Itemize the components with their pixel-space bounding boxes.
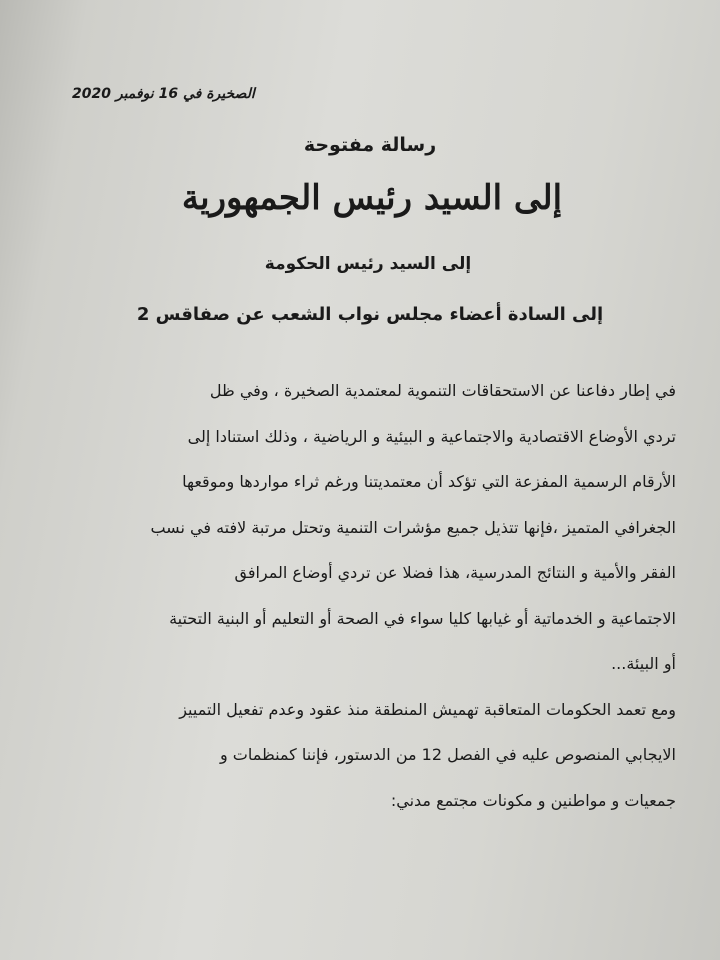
main-title: إلى السيد رئيس الجمهورية (181, 178, 563, 218)
body-line: الاجتماعية و الخدماتية أو غيابها كليا سواء في الصحة أو التعليم أو البنية التحتية (169, 608, 676, 628)
body-line: الجغرافي المتميز ،فإنها تتذيل جميع مؤشرات التنمية وتحتل مرتبة لافته في نسب (150, 517, 676, 537)
body-line: ومع تعمد الحكومات المتعاقبة تهميش المنطقة منذ عقود وعدم تفعيل التمييز (179, 699, 676, 719)
body-line: الايجابي المنصوص عليه في الفصل 12 من الدستور، فإننا كمنظمات و (219, 745, 676, 764)
recipient-government-head: إلى السيد رئيس الحكومة (264, 254, 472, 274)
body-line: الفقر والأمية و النتائج المدرسية، هذا فضلا عن تردي أوضاع المرافق (234, 563, 676, 582)
body-line: أو البيئة... (611, 654, 676, 673)
open-letter-label: رسالة مفتوحة (303, 134, 437, 156)
body-line: جمعيات و مواطنين و مكونات مجتمع مدني: (390, 790, 676, 810)
body-line: تردي الأوضاع الاقتصادية والاجتماعية و البيئية و الرياضية ، وذلك استنادا إلى (187, 426, 676, 446)
body-line: الأرقام الرسمية المفزعة التي تؤكد أن معتمديتنا ورغم ثراء مواردها وموقعها (182, 472, 676, 491)
body-line: في إطار دفاعنا عن الاستحقاقات التنموية لمعتمدية الصخيرة ، وفي ظل (209, 381, 676, 400)
recipient-parliament-members: إلى السادة أعضاء مجلس نواب الشعب عن صفاقس 2 (136, 304, 604, 325)
letter-body (36, 368, 676, 823)
letter-date: الصخيرة في 16 نوفمبر 2020 (72, 86, 255, 102)
